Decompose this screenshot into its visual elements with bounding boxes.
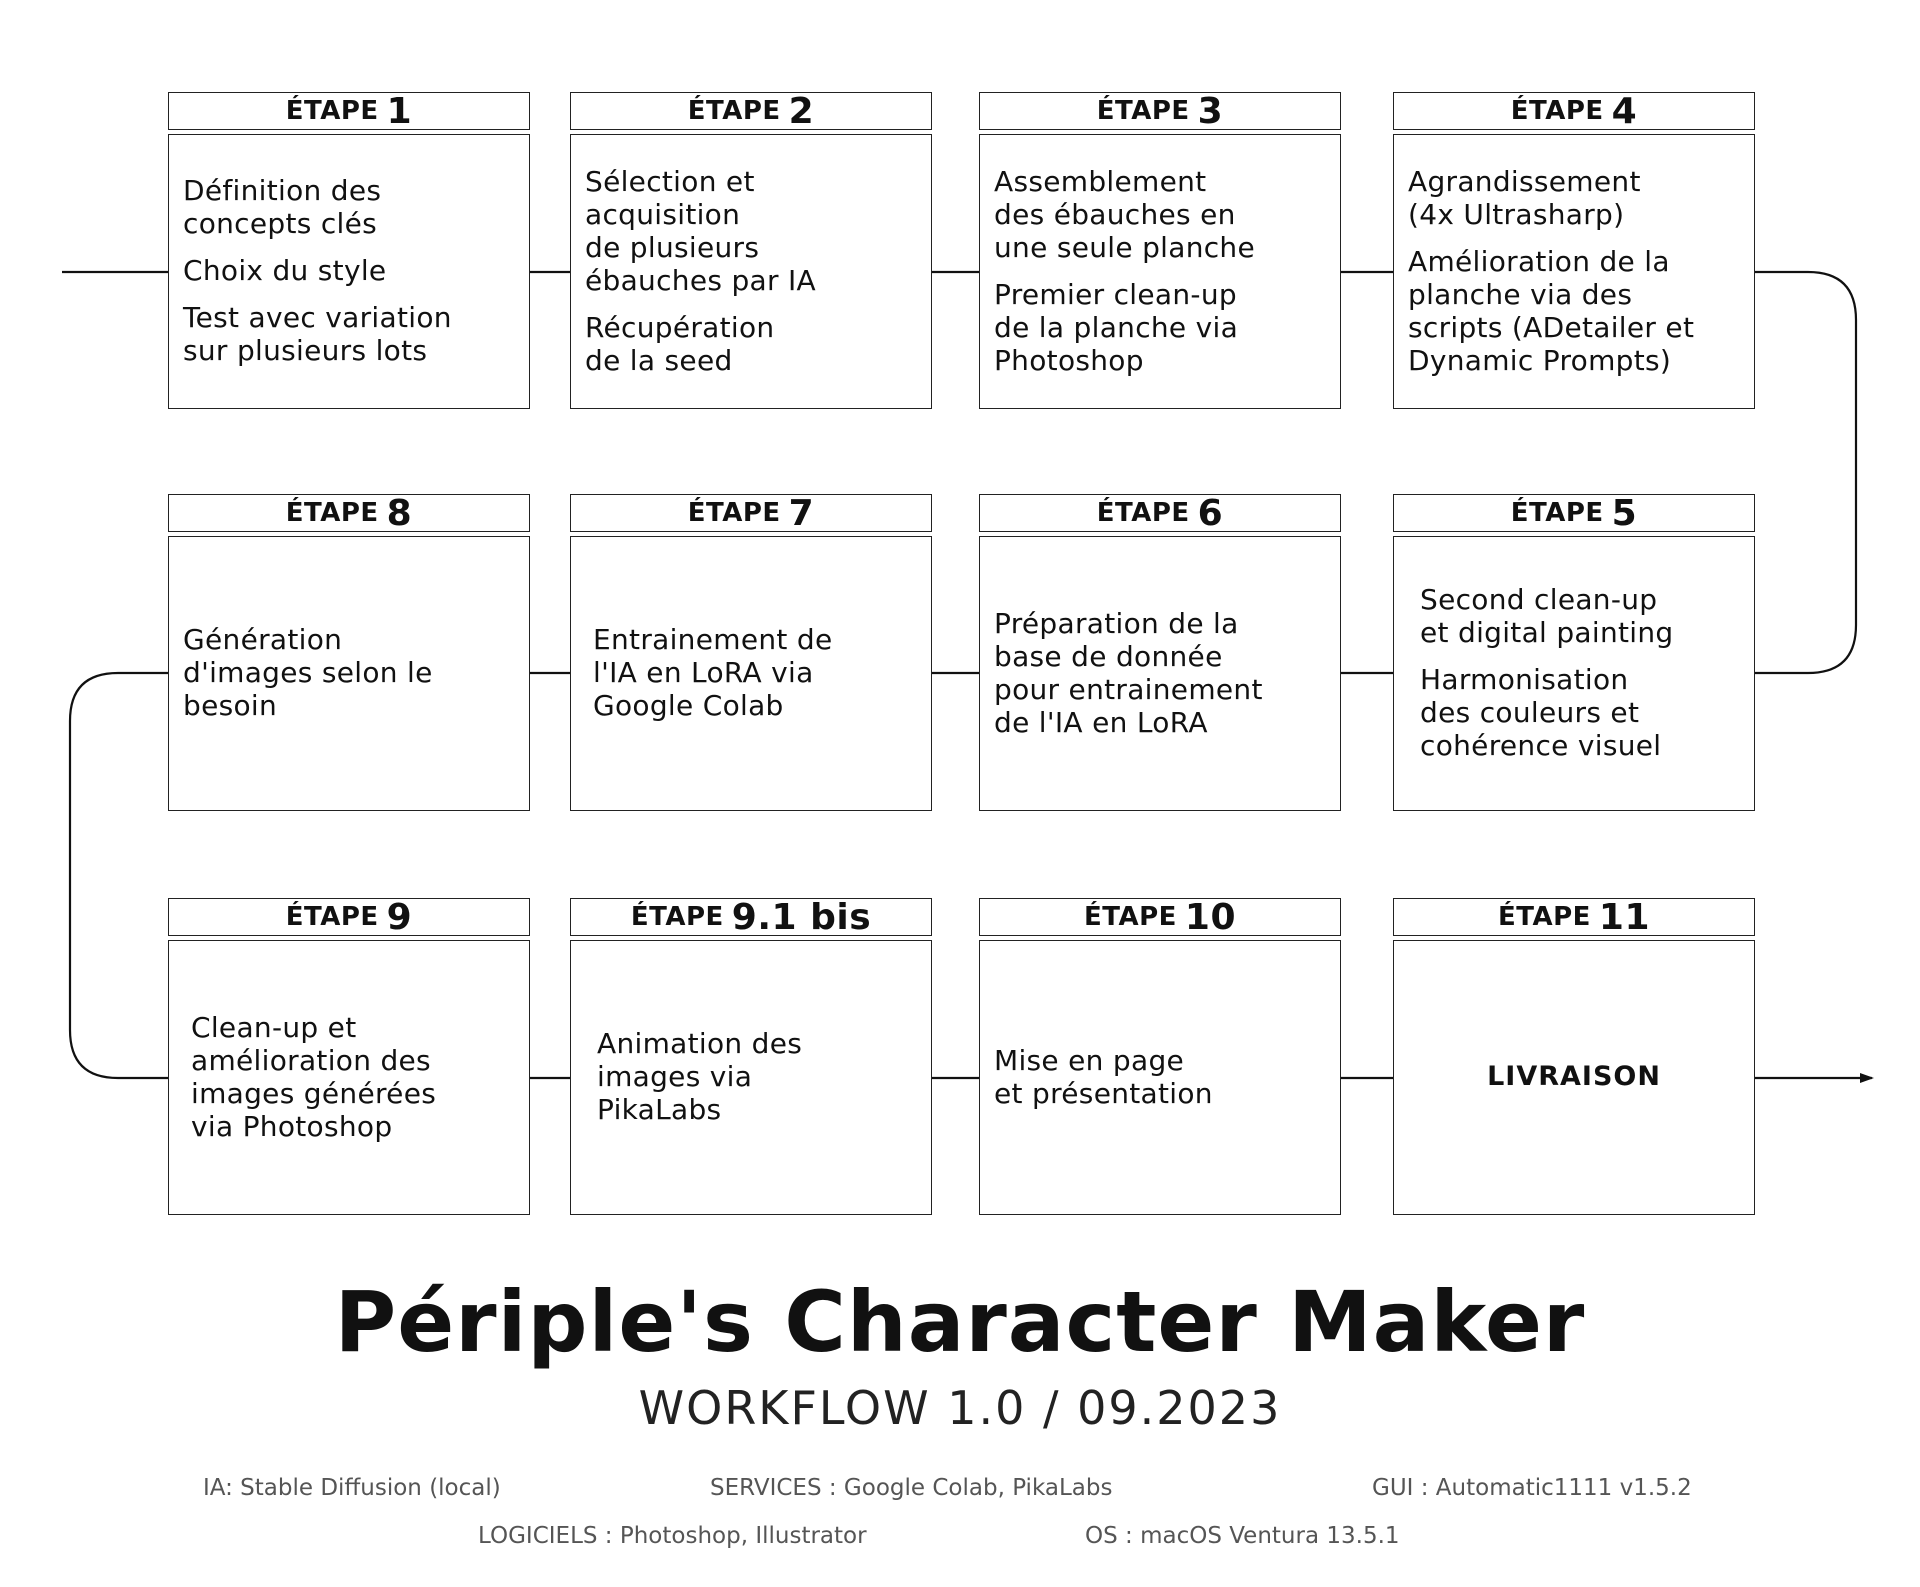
step-text-line: Assemblement [994,164,1207,198]
step-text-line: Récupération [585,310,775,344]
step-header-word: ÉTAPE [1510,498,1604,528]
step-number: 1 [386,90,413,132]
step-body [168,134,530,409]
step-number: 5 [1611,492,1638,534]
step-header [168,494,530,532]
step-header [979,494,1341,532]
step-header [168,92,530,130]
page-title: Périple's Character Maker [334,1273,1586,1371]
step-number: 3 [1197,90,1224,132]
step-text-line: Sélection et [585,164,755,198]
step-text-group [1487,1060,1661,1093]
step-text-line: de l'IA en LoRA [994,705,1208,739]
step-text-group [585,165,919,297]
step-header-word: ÉTAPE [285,902,379,932]
step-header-word: ÉTAPE [630,902,724,932]
step-text-group [183,254,517,287]
step-text-line: images générées [191,1076,437,1110]
info-ia: IA: Stable Diffusion (local) [203,1475,501,1501]
step-header-word: ÉTAPE [285,498,379,528]
step-text-line: (4x Ultrasharp) [1408,197,1625,231]
step-text-line: amélioration des [191,1043,431,1077]
step-number: 9.1 bis [731,896,872,938]
step-body [1393,536,1755,811]
step-header-word: ÉTAPE [1096,498,1190,528]
step-text-line: d'images selon le [183,656,433,689]
step-text-group [183,174,517,240]
step-text-line: une seule planche [994,230,1256,264]
step-text-line: Google Colab [593,689,784,722]
info-logiciels: LOGICIELS : Photoshop, Illustrator [478,1523,867,1549]
step-header-word: ÉTAPE [687,96,781,126]
step-number: 8 [386,492,413,534]
step-text-group [1408,245,1742,377]
step-text-line: LIVRAISON [1487,1061,1661,1092]
step-text-group [597,1027,919,1126]
step-header [979,898,1341,936]
step-text-line: Préparation de la [994,606,1239,640]
step-body [570,940,932,1215]
step-header [979,92,1341,130]
step-header-word: ÉTAPE [1497,902,1591,932]
step-text-group [994,607,1328,739]
step-text-group [994,1044,1328,1110]
connector-4-5 [1755,272,1856,673]
connector-8-9 [70,673,168,1078]
step-text-line: Dynamic Prompts) [1408,343,1672,377]
step-body [979,536,1341,811]
step-text-line: Génération [183,623,343,656]
step-text-line: Choix du style [183,254,387,287]
step-body [168,536,530,811]
step-text-line: concepts clés [183,207,378,240]
step-text-line: l'IA en LoRA via [593,656,814,689]
step-text-line: Mise en page [994,1043,1185,1077]
step-text-group [183,623,517,722]
step-text-line: de plusieurs [585,230,760,264]
step-header-word: ÉTAPE [1083,902,1177,932]
step-text-line: Animation des [597,1027,803,1060]
step-text-group [994,165,1328,264]
step-text-line: Photoshop [994,343,1144,377]
step-text-line: Agrandissement [1408,164,1641,198]
step-text-group [183,301,517,367]
step-number: 4 [1611,90,1638,132]
step-header [1393,92,1755,130]
step-text-line: pour entrainement [994,672,1263,706]
step-header [570,92,932,130]
step-header [1393,494,1755,532]
step-text-line: scripts (ADetailer et [1408,310,1695,344]
step-number: 2 [788,90,815,132]
info-services: SERVICES : Google Colab, PikaLabs [710,1475,1113,1501]
step-header-word: ÉTAPE [687,498,781,528]
step-body [168,940,530,1215]
step-body [1393,940,1755,1215]
step-header [168,898,530,936]
step-text-line: de la planche via [994,310,1239,344]
step-text-line: de la seed [585,343,733,377]
step-header-word: ÉTAPE [285,96,379,126]
step-text-line: Premier clean-up [994,277,1237,311]
step-text-line: Définition des [183,174,382,207]
step-text-line: Harmonisation [1420,663,1629,696]
step-text-line: sur plusieurs lots [183,334,428,367]
step-text-group [585,311,919,377]
step-text-line: PikaLabs [597,1093,722,1126]
step-text-group [593,623,919,722]
step-header [1393,898,1755,936]
step-text-line: des couleurs et [1420,696,1640,729]
step-text-line: images via [597,1060,753,1093]
step-text-group [1420,663,1742,762]
info-gui: GUI : Automatic1111 v1.5.2 [1372,1475,1692,1501]
step-text-line: via Photoshop [191,1109,393,1143]
step-number: 9 [386,896,413,938]
step-header [570,494,932,532]
step-text-line: base de donnée [994,639,1223,673]
step-number: 10 [1184,896,1237,938]
step-number: 11 [1598,896,1651,938]
step-text-group [191,1011,517,1143]
step-text-group [1420,583,1742,649]
step-body [570,134,932,409]
step-header-word: ÉTAPE [1510,96,1604,126]
info-os: OS : macOS Ventura 13.5.1 [1085,1523,1400,1549]
step-text-line: Test avec variation [183,301,452,334]
step-text-line: des ébauches en [994,197,1236,231]
step-body [979,134,1341,409]
step-text-group [1408,165,1742,231]
step-text-line: Clean-up et [191,1010,357,1044]
page-subtitle: WORKFLOW 1.0 / 09.2023 [638,1381,1282,1435]
step-number: 6 [1197,492,1224,534]
step-text-line: planche via des [1408,277,1633,311]
step-number: 7 [788,492,815,534]
step-header-word: ÉTAPE [1096,96,1190,126]
step-text-line: et digital painting [1420,616,1674,649]
step-text-line: Entrainement de [593,623,833,656]
step-body [979,940,1341,1215]
step-text-line: et présentation [994,1076,1213,1110]
step-text-line: ébauches par IA [585,263,817,297]
step-body [570,536,932,811]
step-body [1393,134,1755,409]
step-text-line: Second clean-up [1420,583,1658,616]
step-text-line: cohérence visuel [1420,729,1662,762]
step-header [570,898,932,936]
step-text-line: acquisition [585,197,741,231]
step-text-group [994,278,1328,377]
step-text-line: Amélioration de la [1408,244,1670,278]
step-text-line: besoin [183,689,278,722]
